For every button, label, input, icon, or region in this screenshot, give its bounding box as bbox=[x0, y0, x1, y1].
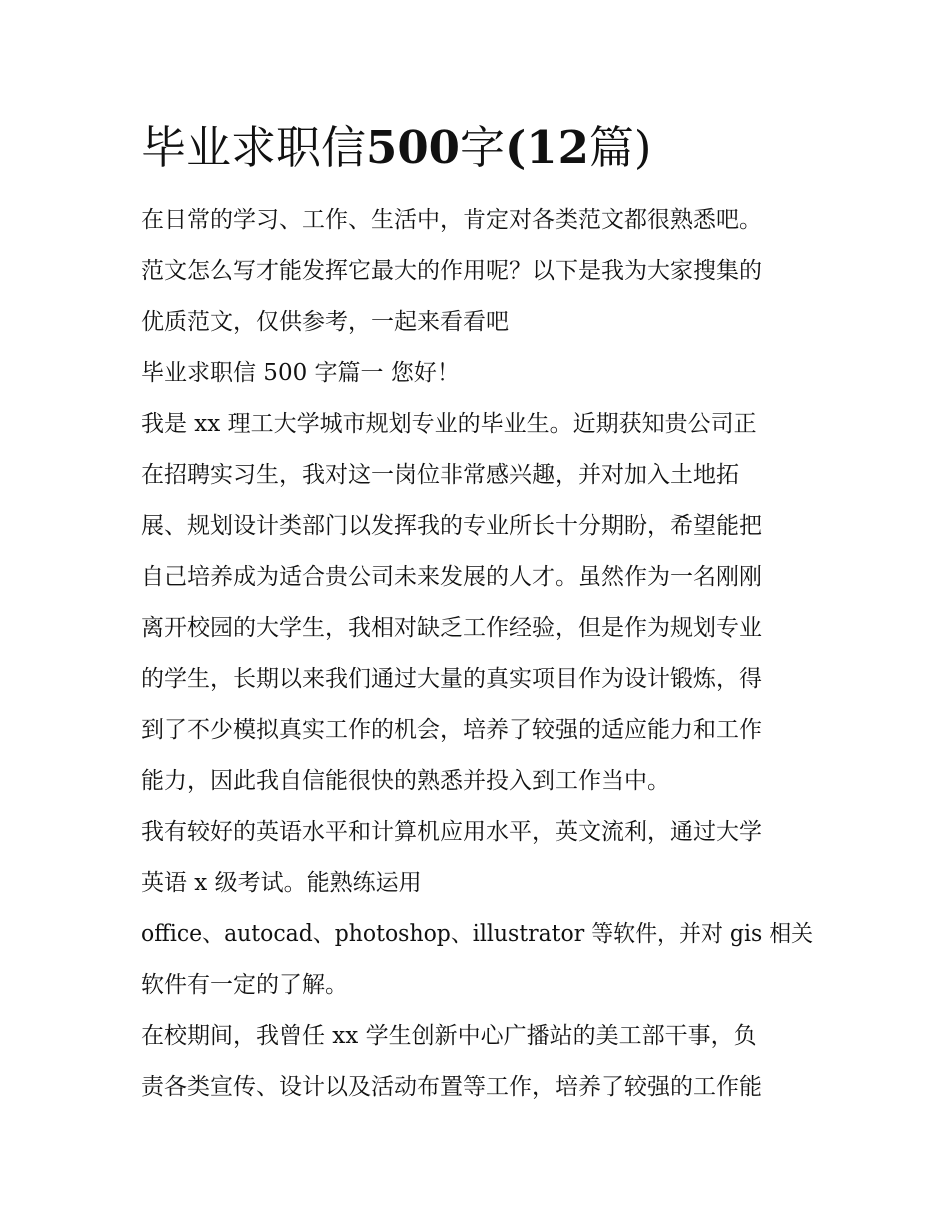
text-line: 能力，因此我自信能很快的熟悉并投入到工作当中。 bbox=[141, 768, 670, 794]
document-title bbox=[141, 115, 813, 181]
paragraph bbox=[141, 1011, 813, 1113]
text-line: 优质范文，仅供参考，一起来看看吧 bbox=[141, 309, 509, 335]
text-line: 责各类宣传、设计以及活动布置等工作，培养了较强的工作能 bbox=[141, 1074, 762, 1100]
text-line: 在招聘实习生，我对这一岗位非常感兴趣，并对加入土地拓 bbox=[141, 462, 739, 488]
paragraph bbox=[141, 195, 813, 348]
text-line: 范文怎么写才能发挥它最大的作用呢？以下是我为大家搜集的 bbox=[141, 258, 762, 284]
title-count: (12 bbox=[504, 121, 589, 174]
text-line: office、autocad、photoshop、illustrator 等软件，并对 gis 相关 bbox=[141, 921, 814, 947]
text-line: 软件有一定的了解。 bbox=[141, 972, 348, 998]
paragraph-list bbox=[141, 195, 813, 1113]
text-line: 离开校园的大学生，我相对缺乏工作经验，但是作为规划专业 bbox=[141, 615, 762, 641]
text-line: 我是 xx 理工大学城市规划专业的毕业生。近期获知贵公司正 bbox=[141, 411, 757, 437]
text-line: 我有较好的英语水平和计算机应用水平，英文流利，通过大学 bbox=[141, 819, 762, 845]
paragraph bbox=[141, 399, 813, 807]
text-line: 毕业求职信 500 字篇一 您好！ bbox=[141, 360, 460, 386]
text-line: 英语 x 级考试。能熟练运用 bbox=[141, 870, 422, 896]
text-line: 展、规划设计类部门以发挥我的专业所长十分期盼，希望能把 bbox=[141, 513, 762, 539]
title-main: 毕业求职信 bbox=[141, 121, 367, 174]
text-line: 到了不少模拟真实工作的机会，培养了较强的适应能力和工作 bbox=[141, 717, 762, 743]
paragraph bbox=[141, 807, 813, 1011]
text-line: 在校期间，我曾任 xx 学生创新中心广播站的美工部干事，负 bbox=[141, 1023, 757, 1049]
document-body bbox=[141, 115, 813, 1113]
text-line: 在日常的学习、工作、生活中，肯定对各类范文都很熟悉吧。 bbox=[141, 207, 762, 233]
title-mid: 字 bbox=[459, 121, 505, 174]
paragraph bbox=[141, 348, 813, 399]
text-line: 的学生，长期以来我们通过大量的真实项目作为设计锻炼，得 bbox=[141, 666, 762, 692]
title-number: 500 bbox=[366, 121, 460, 174]
text-line: 自己培养成为适合贵公司未来发展的人才。虽然作为一名刚刚 bbox=[141, 564, 762, 590]
title-end: 篇) bbox=[588, 121, 652, 174]
